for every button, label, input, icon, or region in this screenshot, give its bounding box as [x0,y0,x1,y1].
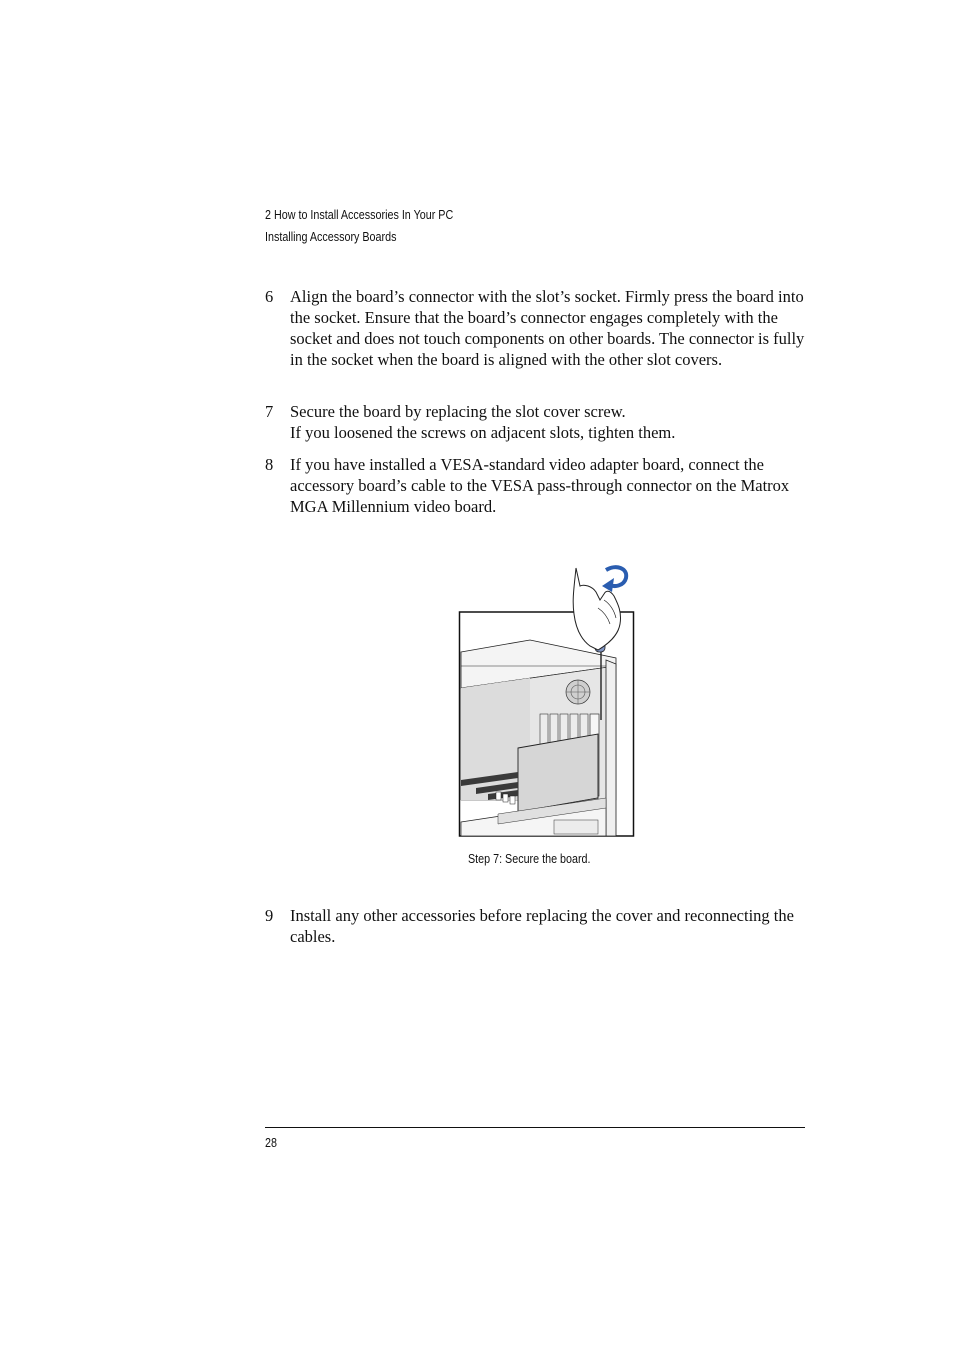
step-text: If you loosened the screws on adjacent slots, tighten them. [290,423,676,442]
step-text: Align the board’s connector with the slot’s socket. Firmly press the board into the socket. Ensure that the board’s connector engages completely with the socket and does not touch components on other boards. The connector is fully in the socket when the board is aligned with the other slot covers. [290,287,805,369]
step-7 [265,401,810,443]
step-number: 7 [265,402,274,421]
section-header: Installing Accessory Boards [265,230,397,244]
step-number: 8 [265,455,274,474]
step-9 [265,905,810,947]
step-8 [265,454,810,517]
pc-chassis-illustration [458,560,638,840]
page-number: 28 [265,1136,277,1150]
footer-rule [265,1127,805,1128]
step-text: Secure the board by replacing the slot cover screw. [290,402,626,421]
step-number: 9 [265,906,274,925]
step-text: If you have installed a VESA-standard video adapter board, connect the accessory board’s cable to the VESA pass-through connector on the Matrox MGA Millennium video board. [290,455,790,516]
step-6 [265,286,810,370]
step-number: 6 [265,287,274,306]
step-text: Install any other accessories before replacing the cover and reconnecting the cables. [290,906,794,946]
figure-caption: Step 7: Secure the board. [468,852,591,866]
chapter-header: 2 How to Install Accessories In Your PC [265,208,454,222]
board-installation-illustration [458,560,638,840]
rotate-clockwise-icon [602,567,626,592]
